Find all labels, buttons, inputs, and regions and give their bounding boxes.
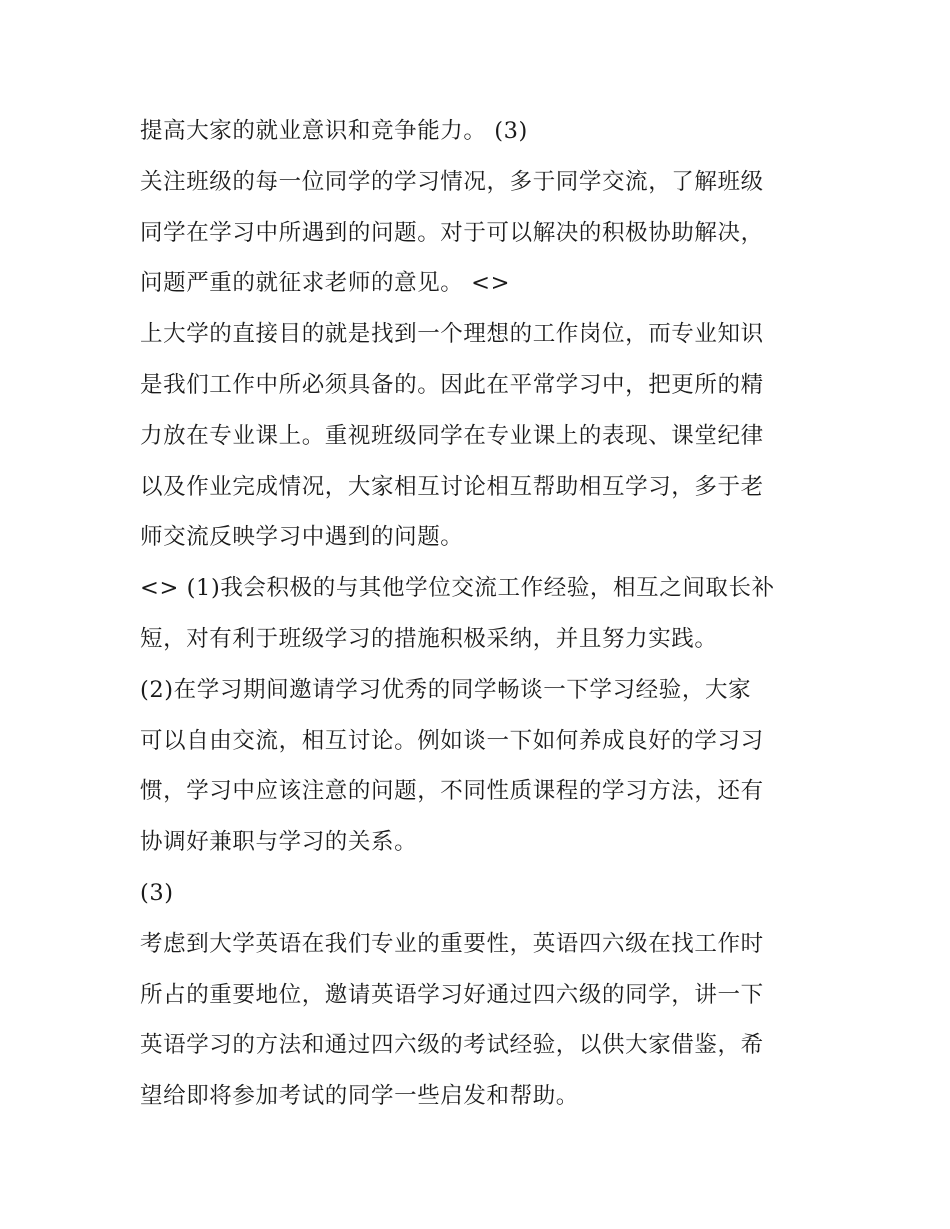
text-line: 力放在专业课上。重视班级同学在专业课上的表现、课堂纪律	[140, 422, 764, 449]
text-line: 上大学的直接目的就是找到一个理想的工作岗位，而专业知识	[140, 321, 764, 348]
text-line: 惯，学习中应该注意的问题，不同性质课程的学习方法，还有	[140, 778, 764, 805]
text-line: <> (1)我会积极的与其他学位交流工作经验，相互之间取长补	[140, 575, 775, 602]
text-line: (2)在学习期间邀请学习优秀的同学畅谈一下学习经验，大家	[140, 676, 752, 703]
text-line: 关注班级的每一位同学的学习情况，多于同学交流，了解班级	[140, 168, 764, 195]
text-line: 考虑到大学英语在我们专业的重要性，英语四六级在找工作时	[140, 930, 764, 957]
text-line: 短，对有利于班级学习的措施积极采纳，并且努力实践。	[140, 625, 718, 652]
text-line: 协调好兼职与学习的关系。	[140, 829, 418, 856]
text-line: 问题严重的就征求老师的意见。 <>	[140, 270, 511, 297]
text-line: 所占的重要地位，邀请英语学习好通过四六级的同学，讲一下	[140, 981, 764, 1008]
text-line: 望给即将参加考试的同学一些启发和帮助。	[140, 1083, 579, 1110]
document-body	[140, 106, 820, 1122]
text-line: 是我们工作中所必须具备的。因此在平常学习中，把更所的精	[140, 371, 764, 398]
text-line: 提高大家的就业意识和竞争能力。 (3)	[140, 118, 528, 144]
text-line: 以及作业完成情况，大家相互讨论相互帮助相互学习，多于老	[140, 473, 764, 500]
text-line: 同学在学习中所遇到的问题。对于可以解决的积极协助解决，	[140, 219, 764, 246]
text-line: (3)	[140, 879, 174, 906]
text-line: 可以自由交流，相互讨论。例如谈一下如何养成良好的学习习	[140, 727, 764, 754]
text-line: 师交流反映学习中遇到的问题。	[140, 524, 464, 551]
text-line: 英语学习的方法和通过四六级的考试经验，以供大家借鉴，希	[140, 1032, 764, 1059]
